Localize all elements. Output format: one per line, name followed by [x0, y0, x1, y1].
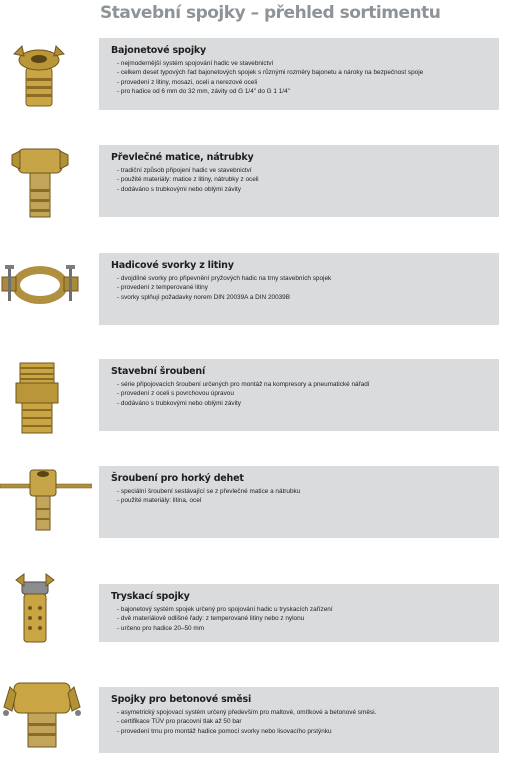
list-item: - provedení trnu pro montáž hadice pomocí svorky nebo lisovacího prstýnku	[117, 727, 332, 735]
section-panel	[99, 145, 499, 217]
claw-coupling-image	[0, 38, 92, 118]
union-nut-image	[0, 145, 92, 225]
section-title: Šroubení pro horký dehet	[111, 473, 244, 484]
list-item: - dvojdílné svorky pro připevnění pryžových hadic na trny stavebních spojek	[117, 275, 332, 282]
feature-list	[111, 166, 489, 194]
blast-coupling-image	[0, 572, 92, 652]
list-item: - použité materiály: litina, ocel	[117, 497, 202, 505]
section-row	[0, 145, 509, 225]
list-item: - určeno pro hadice 20–50 mm	[117, 624, 205, 632]
section-row	[0, 466, 509, 546]
list-item: - certifikace TÜV pro pracovní tlak až 50 bar	[117, 718, 242, 726]
section-row	[0, 359, 509, 439]
feature-list	[111, 487, 489, 506]
list-item: - dodáváno s trubkovými nebo oblými závity	[117, 185, 241, 193]
section-panel	[99, 687, 499, 753]
list-item: - svorky splňují požadavky norem DIN 20039A a DIN 20039B	[117, 293, 290, 301]
section-title: Spojky pro betonové směsi	[111, 694, 252, 705]
list-item: - pro hadice od 6 mm do 32 mm, závity od G 1/4" do G 1 1/4"	[117, 88, 290, 96]
section-panel	[99, 359, 499, 431]
section-row	[0, 677, 509, 757]
section-row	[0, 38, 509, 118]
section-title: Bajonetové spojky	[111, 45, 207, 56]
fitting-image	[0, 359, 92, 439]
list-item: - provedení z temperované litiny	[117, 284, 208, 292]
hose-clamp-image	[0, 253, 92, 333]
section-panel	[99, 38, 499, 110]
feature-list	[111, 380, 489, 408]
section-title: Hadicové svorky z litiny	[111, 260, 234, 271]
tar-fitting-image	[0, 466, 92, 546]
list-item: - celkem deset typových řad bajonetových spojek s různými rozměry bajonetu a nároky na bezpečnost spoje	[117, 69, 424, 77]
list-item: - nejmodernější systém spojování hadic ve stavebnictví	[117, 60, 274, 67]
section-title: Převlečné matice, nátrubky	[111, 152, 254, 163]
list-item: - dodáváno s trubkovými nebo oblými závity	[117, 399, 241, 407]
feature-list	[111, 274, 489, 302]
list-item: - asymetrický spojovací systém určený především pro maltové, omítkové a betonové směsi.	[117, 709, 377, 716]
cam-lock-coupling-image	[0, 677, 92, 757]
section-row	[0, 572, 509, 652]
feature-list	[111, 605, 489, 633]
section-title: Stavební šroubení	[111, 366, 206, 377]
list-item: - dvě materiálově odlišné řady: z temperované litiny nebo z nylonu	[117, 615, 305, 623]
section-panel	[99, 584, 499, 642]
list-item: - použité materiály: matice z litiny, nátrubky z oceli	[117, 176, 259, 184]
list-item: - bajonetový systém spojek určený pro spojování hadic u tryskacích zařízení	[117, 606, 333, 613]
list-item: - tradiční způsob připojení hadic ve stavebnictví	[117, 167, 252, 174]
section-title: Tryskací spojky	[111, 591, 190, 602]
section-row	[0, 253, 509, 333]
list-item: - provedení z oceli s povrchovou úpravou	[117, 390, 234, 398]
list-item: - provedení z litiny, mosazi, oceli a nerezové oceli	[117, 78, 258, 86]
feature-list	[111, 708, 489, 736]
section-panel	[99, 466, 499, 538]
feature-list	[111, 59, 489, 97]
page-title: Stavební spojky – přehled sortimentu	[100, 3, 441, 23]
list-item: - série připojovacích šroubení určených pro montáž na kompresory a pneumatické nářadí	[117, 381, 370, 388]
section-panel	[99, 253, 499, 325]
list-item: - speciální šroubení sestávající se z převlečné matice a nátrubku	[117, 488, 301, 495]
